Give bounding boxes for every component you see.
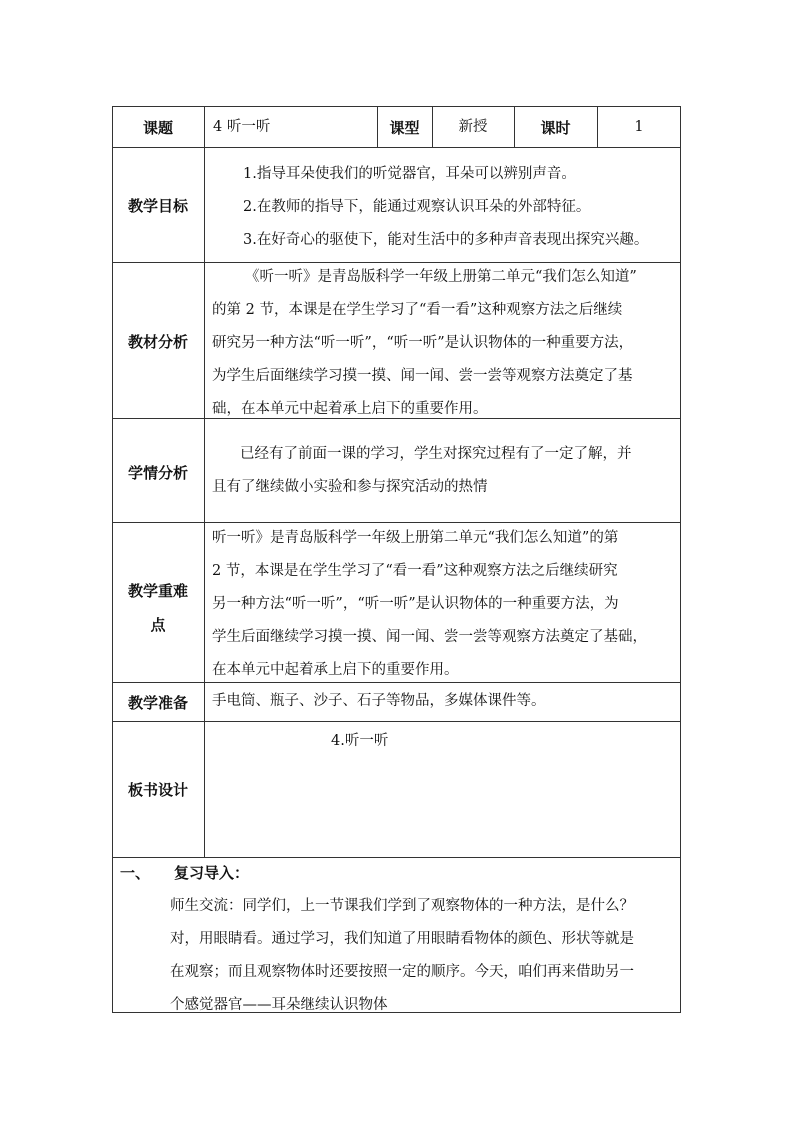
objectives-label: 教学目标 <box>127 197 188 215</box>
students-text <box>212 438 680 504</box>
process-line: 师生交流：同学们，上一节课我们学到了观察物体的一种方法，是什么？ <box>170 898 634 914</box>
material-label: 教材分析 <box>127 333 188 351</box>
material-line: 《听一听》是青岛版科学一年级上册第二单元“我们怎么知道” <box>245 269 637 285</box>
process-heading <box>120 857 675 890</box>
row-divider <box>112 721 681 722</box>
hours-value: 1 <box>634 119 644 135</box>
process-section <box>120 857 675 1022</box>
material-line: 为学生后面继续学习摸一摸、闻一闻、尝一尝等观察方法奠定了基 <box>212 368 633 384</box>
key-points-label <box>112 574 204 642</box>
key-points-line: 在本单元中起着承上启下的重要作用。 <box>212 662 459 678</box>
students-line: 且有了继续做小实验和参与探究活动的热情 <box>212 479 488 495</box>
topic-label: 课题 <box>142 119 173 137</box>
material-line: 的第 2 节，本课是在学生学习了“看一看”这种观察方法之后继续 <box>212 302 623 318</box>
key-points-text <box>212 522 680 687</box>
type-value: 新授 <box>458 119 488 135</box>
process-line: 个感觉器官——耳朵继续认识物体 <box>170 997 388 1013</box>
material-line: 研究另一种方法“听一听”，“听一听”是认识物体的一种重要方法， <box>212 335 634 351</box>
objectives-list <box>243 158 679 257</box>
key-points-label-line1: 教学重难 <box>127 582 188 600</box>
key-points-line: 另一种方法“听一听”，“听一听”是认识物体的一种重要方法，为 <box>212 596 619 612</box>
process-line: 在观察；而且观察物体时还要按照一定的顺序。今天，咱们再来借助另一 <box>170 964 634 980</box>
key-points-line: 听一听》是青岛版科学一年级上册第二单元“我们怎么知道”的第 <box>212 530 619 546</box>
label-column-divider <box>204 106 205 857</box>
topic-value: 4 听一听 <box>213 119 271 135</box>
students-label: 学情分析 <box>127 464 188 482</box>
objective-item: 1.指导耳朵使我们的听觉器官，耳朵可以辨别声音。 <box>243 166 576 182</box>
process-section-title: 复习导入： <box>174 864 250 882</box>
type-label: 课型 <box>389 119 420 137</box>
board-value: 4.听一听 <box>331 733 389 749</box>
preparation-value: 手电筒、瓶子、沙子、石子等物品，多媒体课件等。 <box>212 693 546 709</box>
board-label: 板书设计 <box>127 781 188 799</box>
material-line: 础，在本单元中起着承上启下的重要作用。 <box>212 401 488 417</box>
key-points-line: 2 节，本课是在学生学习了“看一看”这种观察方法之后继续研究 <box>212 563 618 579</box>
hours-label: 课时 <box>540 119 571 137</box>
objective-item: 2.在教师的指导下，能通过观察认识耳朵的外部特征。 <box>243 199 591 215</box>
key-points-label-line2: 点 <box>150 616 166 634</box>
process-section-number: 一、 <box>120 864 151 882</box>
preparation-label: 教学准备 <box>127 694 188 712</box>
material-text <box>212 261 680 426</box>
row-divider <box>112 147 681 148</box>
key-points-line: 学生后面继续学习摸一摸、闻一闻、尝一尝等观察方法奠定了基础， <box>212 629 647 645</box>
objective-item: 3.在好奇心的驱使下，能对生活中的多种声音表现出探究兴趣。 <box>243 232 649 248</box>
students-line: 已经有了前面一课的学习，学生对探究过程有了一定了解，并 <box>240 446 632 462</box>
process-line: 对，用眼睛看。通过学习，我们知道了用眼睛看物体的颜色、形状等就是 <box>170 931 634 947</box>
